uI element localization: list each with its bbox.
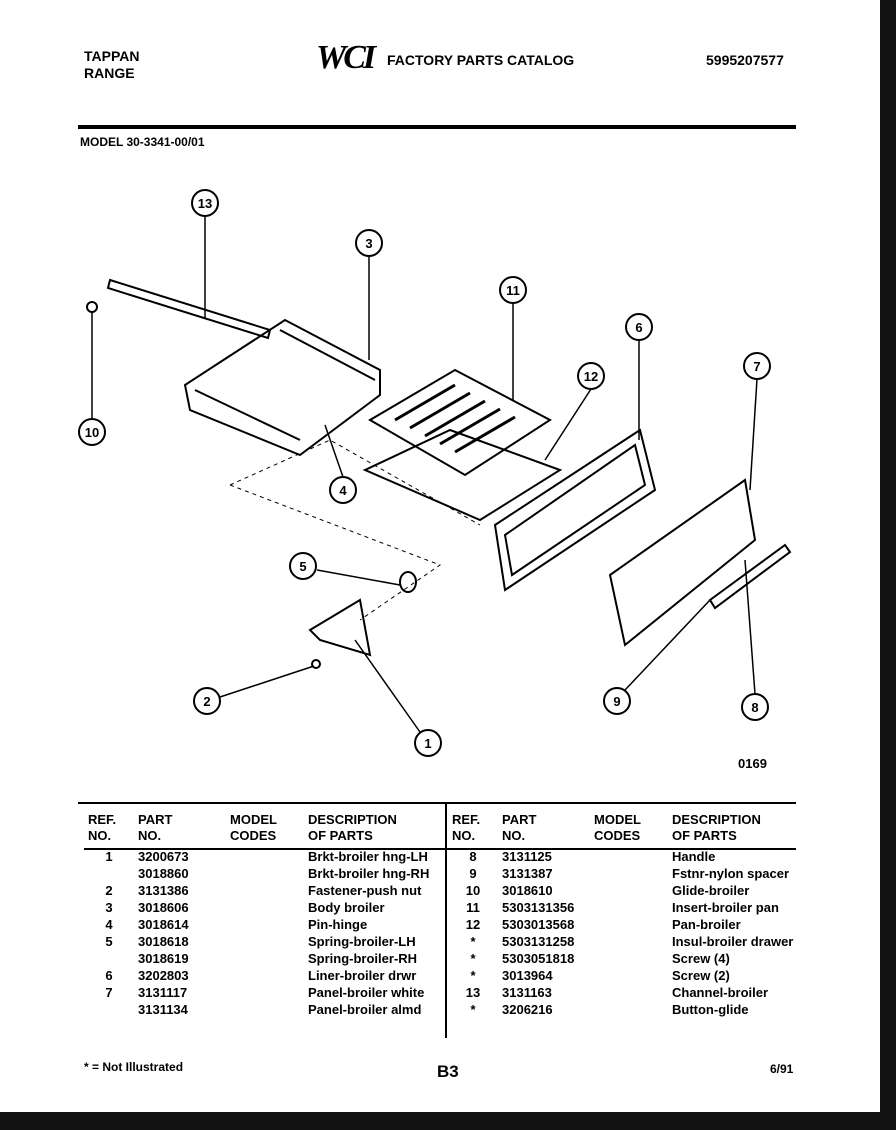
product-type: RANGE <box>84 65 135 81</box>
ref-no: 6 <box>105 968 113 983</box>
table-row <box>88 916 429 933</box>
table-row <box>452 1001 793 1018</box>
callout-5: 5 <box>299 559 307 574</box>
description: Insul-broiler drawer <box>672 934 794 949</box>
page-number: B3 <box>437 1062 459 1081</box>
wci-logo: WCI <box>316 39 374 76</box>
model-codes <box>594 933 672 950</box>
ref-no: 12 <box>465 917 481 932</box>
part-insert-broiler-pan <box>370 370 550 475</box>
part-no: 3131387 <box>502 866 553 881</box>
callout-12: 12 <box>583 369 599 384</box>
part-no: 5303131258 <box>502 934 575 949</box>
model-codes <box>594 984 672 1001</box>
model-codes <box>594 916 672 933</box>
table-row <box>88 899 429 916</box>
callout-1: 1 <box>424 736 432 751</box>
model-codes <box>594 899 672 916</box>
part-no: 3018619 <box>138 951 189 966</box>
callout-2: 2 <box>203 694 211 709</box>
part-pan-broiler <box>365 430 560 520</box>
model-codes <box>230 899 308 916</box>
ref-no <box>88 1001 130 1018</box>
description: Screw (4) <box>672 951 730 966</box>
description: Button-glide <box>672 1002 749 1017</box>
ref-no: * <box>470 968 476 983</box>
table-row <box>88 933 429 950</box>
description: Screw (2) <box>672 968 730 983</box>
description: Fstnr-nylon spacer <box>672 866 790 881</box>
model-codes <box>230 984 308 1001</box>
col-ref: REF. NO. <box>452 812 481 843</box>
model-codes <box>230 865 308 882</box>
brand-name: TAPPAN <box>84 48 140 64</box>
table-row <box>452 882 793 899</box>
part-handle <box>710 545 790 608</box>
model-number: MODEL 30-3341-00/01 <box>80 135 205 149</box>
callout-9: 9 <box>613 694 621 709</box>
part-no: 3131125 <box>502 849 552 864</box>
model-codes <box>594 865 672 882</box>
table-row <box>88 950 429 967</box>
part-no: 3131117 <box>138 985 188 1000</box>
part-no: 5303131356 <box>502 900 575 915</box>
ref-no: 1 <box>105 849 113 864</box>
ref-no: 5 <box>105 934 113 949</box>
table-row <box>452 848 793 865</box>
ref-no: 9 <box>469 866 477 881</box>
callout-7: 7 <box>753 359 761 374</box>
table-row <box>452 967 793 984</box>
ref-no: 10 <box>465 883 481 898</box>
description: Brkt-broiler hng-RH <box>308 866 430 881</box>
ref-no: 3 <box>105 900 113 915</box>
table-row <box>88 865 429 882</box>
table-row <box>452 916 793 933</box>
part-no: 3202803 <box>138 968 189 983</box>
model-codes <box>594 1001 672 1018</box>
description: Body broiler <box>308 900 385 915</box>
part-no: 3200673 <box>138 849 189 864</box>
model-codes <box>230 882 308 899</box>
model-codes <box>594 882 672 899</box>
table-top-rule <box>78 802 796 804</box>
table-row <box>88 882 429 899</box>
model-codes <box>230 1001 308 1018</box>
model-codes <box>230 916 308 933</box>
col-desc: DESCRIPTION OF PARTS <box>308 812 397 843</box>
part-no: 3018618 <box>138 934 189 949</box>
description: Panel-broiler almd <box>308 1002 422 1017</box>
part-no: 3018860 <box>138 866 189 881</box>
col-ref: REF. NO. <box>88 812 117 843</box>
table-divider <box>445 802 447 1038</box>
part-no: 3018606 <box>138 900 189 915</box>
table-row <box>452 950 793 967</box>
model-codes <box>594 848 672 865</box>
part-no: 3018614 <box>138 917 189 932</box>
description: Spring-broiler-RH <box>308 951 418 966</box>
col-model: MODEL CODES <box>594 812 641 843</box>
part-no: 5303013568 <box>502 917 575 932</box>
ref-no <box>88 865 130 882</box>
part-glide <box>87 302 97 312</box>
ref-no: 7 <box>105 985 113 1000</box>
col-model: MODEL CODES <box>230 812 277 843</box>
part-body-broiler <box>185 320 380 455</box>
table-row <box>452 933 793 950</box>
col-desc: DESCRIPTION OF PARTS <box>672 812 761 843</box>
description: Fastener-push nut <box>308 883 422 898</box>
callout-6: 6 <box>635 320 643 335</box>
table-row <box>452 865 793 882</box>
ref-no: 11 <box>466 900 480 915</box>
part-no: 3206216 <box>502 1002 553 1017</box>
callout-11: 11 <box>506 283 520 298</box>
description: Brkt-broiler hng-LH <box>308 849 428 864</box>
parts-table-right <box>452 812 793 1018</box>
ref-no: 13 <box>465 985 481 1000</box>
ref-no: * <box>470 934 476 949</box>
description: Channel-broiler <box>672 985 769 1000</box>
model-codes <box>230 848 308 865</box>
catalog-number: 5995207577 <box>706 52 784 68</box>
part-liner-broiler <box>495 430 655 590</box>
table-row <box>88 967 429 984</box>
part-bracket-hinge <box>310 600 370 655</box>
part-no: 5303051818 <box>502 951 575 966</box>
footnote: * = Not Illustrated <box>84 1060 184 1074</box>
table-row <box>88 984 429 1001</box>
table-row <box>88 848 429 865</box>
table-row <box>452 984 793 1001</box>
part-no: 3013964 <box>502 968 553 983</box>
table-row <box>452 899 793 916</box>
part-no: 3131163 <box>502 985 552 1000</box>
part-channel-broiler <box>108 280 270 338</box>
part-spring <box>400 572 416 592</box>
page-edge-right <box>880 0 896 1130</box>
description: Pin-hinge <box>308 917 368 932</box>
callout-4: 4 <box>339 483 347 498</box>
model-codes <box>594 950 672 967</box>
catalog-title: FACTORY PARTS CATALOG <box>387 52 575 68</box>
description: Handle <box>672 849 716 864</box>
table-row <box>88 1001 429 1018</box>
description: Glide-broiler <box>672 883 750 898</box>
col-part: PART NO. <box>138 812 173 843</box>
page-edge-bottom <box>0 1112 896 1130</box>
description: Panel-broiler white <box>308 985 425 1000</box>
part-no: 3131134 <box>138 1002 188 1017</box>
ref-no: 8 <box>469 849 477 864</box>
ref-no: * <box>470 1002 476 1017</box>
part-no: 3018610 <box>502 883 553 898</box>
parts-table-left <box>88 812 429 1018</box>
col-part: PART NO. <box>502 812 537 843</box>
diagram-code: 0169 <box>738 756 767 771</box>
callout-8: 8 <box>751 700 759 715</box>
model-codes <box>594 967 672 984</box>
model-codes <box>230 967 308 984</box>
part-no: 3131386 <box>138 883 189 898</box>
model-codes <box>230 933 308 950</box>
revision-date: 6/91 <box>770 1062 794 1076</box>
ref-no: * <box>470 951 476 966</box>
ref-no <box>88 950 130 967</box>
description: Insert-broiler pan <box>672 900 779 915</box>
callout-3: 3 <box>365 236 373 251</box>
description: Liner-broiler drwr <box>308 968 417 983</box>
callout-10: 10 <box>84 425 100 440</box>
model-codes <box>230 950 308 967</box>
callout-13: 13 <box>197 196 213 211</box>
ref-no: 4 <box>105 917 113 932</box>
ref-no: 2 <box>105 883 113 898</box>
description: Pan-broiler <box>672 917 741 932</box>
description: Spring-broiler-LH <box>308 934 416 949</box>
